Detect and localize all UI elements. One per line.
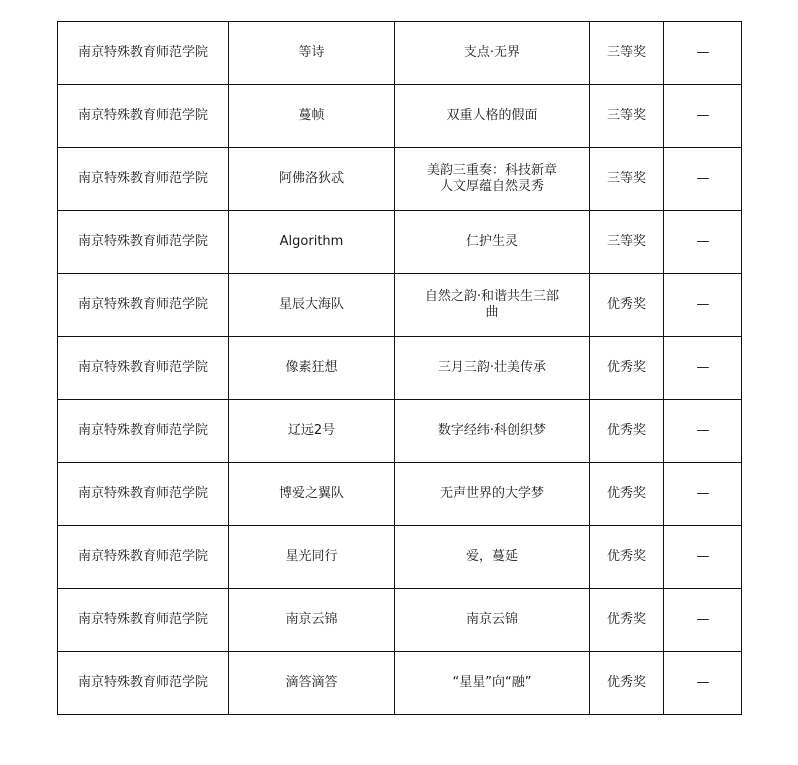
table-row (58, 400, 742, 463)
school-cell: 南京特殊教育师范学院 (58, 22, 229, 85)
awards-table (57, 21, 742, 715)
award-cell: 三等奖 (590, 85, 664, 148)
work-cell (395, 652, 590, 715)
school-cell: 南京特殊教育师范学院 (58, 400, 229, 463)
school-cell: 南京特殊教育师范学院 (58, 85, 229, 148)
extra-cell: — (664, 22, 742, 85)
award-cell: 三等奖 (590, 148, 664, 211)
work-cell (395, 211, 590, 274)
extra-cell: — (664, 274, 742, 337)
table-row (58, 652, 742, 715)
award-cell: 三等奖 (590, 211, 664, 274)
extra-cell: — (664, 589, 742, 652)
work-title: 数字经纬·科创织梦 (437, 423, 547, 438)
team-cell: 阿佛洛狄忒 (229, 148, 395, 211)
award-cell: 优秀奖 (590, 589, 664, 652)
work-title: 无声世界的大学梦 (439, 486, 544, 501)
work-cell (395, 148, 590, 211)
school-cell: 南京特殊教育师范学院 (58, 211, 229, 274)
award-cell: 三等奖 (590, 22, 664, 85)
work-title: “星星”向“融” (452, 675, 532, 690)
work-cell (395, 463, 590, 526)
extra-cell: — (664, 400, 742, 463)
work-cell (395, 526, 590, 589)
work-title: 支点·无界 (463, 45, 521, 60)
table-row (58, 148, 742, 211)
work-title: 双重人格的假面 (446, 108, 538, 123)
school-cell: 南京特殊教育师范学院 (58, 337, 229, 400)
work-title: 爱，蔓延 (465, 549, 518, 564)
work-title: 美韵三重奏：科技新章人文厚蕴自然灵秀 (426, 163, 557, 194)
school-cell: 南京特殊教育师范学院 (58, 274, 229, 337)
work-cell (395, 337, 590, 400)
school-cell: 南京特殊教育师范学院 (58, 148, 229, 211)
team-cell: 等诗 (229, 22, 395, 85)
team-cell: 辽远2号 (229, 400, 395, 463)
school-cell: 南京特殊教育师范学院 (58, 526, 229, 589)
team-cell: Algorithm (229, 211, 395, 274)
school-cell: 南京特殊教育师范学院 (58, 652, 229, 715)
table-row (58, 337, 742, 400)
award-cell: 优秀奖 (590, 337, 664, 400)
award-cell: 优秀奖 (590, 400, 664, 463)
team-cell: 滴答滴答 (229, 652, 395, 715)
extra-cell: — (664, 463, 742, 526)
table-row (58, 463, 742, 526)
award-cell: 优秀奖 (590, 274, 664, 337)
work-cell (395, 400, 590, 463)
award-cell: 优秀奖 (590, 526, 664, 589)
team-cell: 星辰大海队 (229, 274, 395, 337)
table-row (58, 211, 742, 274)
table-row (58, 274, 742, 337)
work-cell (395, 589, 590, 652)
table-row (58, 22, 742, 85)
extra-cell: — (664, 148, 742, 211)
table-row (58, 85, 742, 148)
work-title: 南京云锦 (465, 612, 518, 627)
extra-cell: — (664, 652, 742, 715)
work-title: 仁护生灵 (465, 234, 518, 249)
work-cell (395, 274, 590, 337)
work-cell (395, 85, 590, 148)
table-row (58, 589, 742, 652)
team-cell: 博爱之翼队 (229, 463, 395, 526)
table-row (58, 526, 742, 589)
work-title: 三月三韵·壮美传承 (437, 360, 547, 375)
extra-cell: — (664, 337, 742, 400)
school-cell: 南京特殊教育师范学院 (58, 589, 229, 652)
extra-cell: — (664, 526, 742, 589)
team-cell: 星光同行 (229, 526, 395, 589)
school-cell: 南京特殊教育师范学院 (58, 463, 229, 526)
award-cell: 优秀奖 (590, 463, 664, 526)
team-cell: 南京云锦 (229, 589, 395, 652)
team-cell: 像素狂想 (229, 337, 395, 400)
extra-cell: — (664, 211, 742, 274)
team-cell: 蔓帧 (229, 85, 395, 148)
award-cell: 优秀奖 (590, 652, 664, 715)
work-title: 自然之韵·和谐共生三部曲 (424, 289, 560, 320)
work-cell (395, 22, 590, 85)
extra-cell: — (664, 85, 742, 148)
